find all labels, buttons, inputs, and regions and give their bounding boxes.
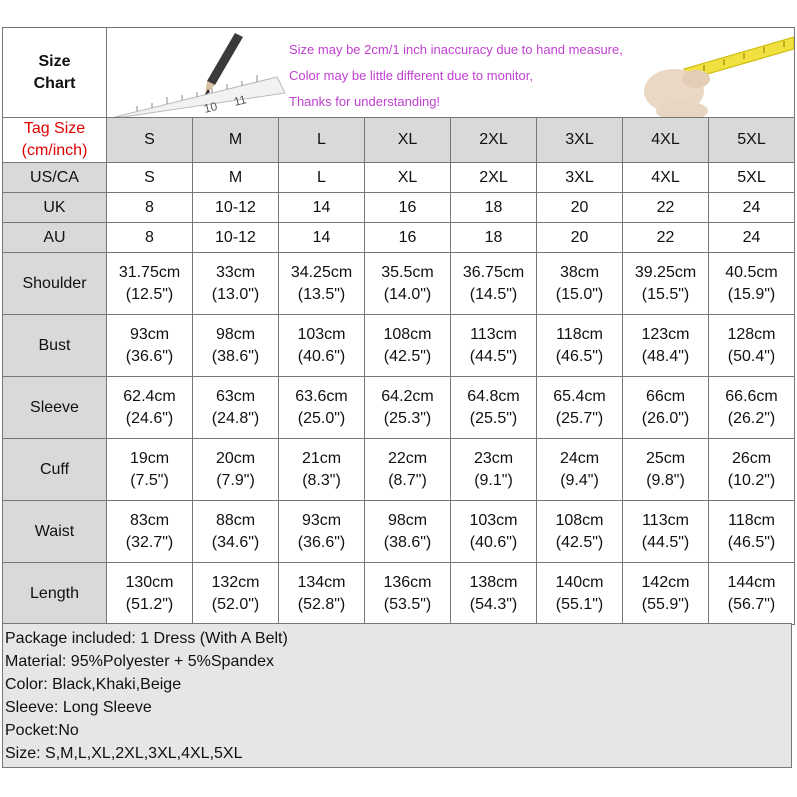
cm-value: 25cm [645,449,686,467]
size-chart-title [3,28,107,118]
size-cell: M [193,163,279,193]
measurement-cell [365,563,451,625]
size-cell: 20 [537,193,623,223]
cm-value: 24cm [559,449,600,467]
tag-size-cell: XL [365,118,451,163]
measurement-cell [451,563,537,625]
measurement-cell [279,377,365,439]
title-line-2: Chart [33,74,76,92]
cm-value: 38cm [559,263,600,281]
inch-value: (40.6") [469,533,518,551]
measurement-cell [107,501,193,563]
cm-value: 144cm [727,573,776,591]
inch-value: (9.8") [646,471,685,489]
size-cell: 16 [365,193,451,223]
size-conversion-row [3,193,795,223]
cm-value: 83cm [129,511,170,529]
cm-value: 35.5cm [381,263,434,281]
inch-value: (36.6") [297,533,346,551]
inch-value: (15.5") [641,285,690,303]
measurement-cell [451,439,537,501]
measurement-cell [451,377,537,439]
inch-value: (25.5") [469,409,518,427]
tag-size-label-line-1: Tag Size [23,120,86,137]
tag-size-cell: 2XL [451,118,537,163]
measurement-cell [107,315,193,377]
inch-value: (52.0") [211,595,260,613]
measurement-cell [365,439,451,501]
cm-value: 142cm [641,573,690,591]
size-cell: 5XL [709,163,795,193]
inch-value: (10.2") [727,471,776,489]
size-cell: 24 [709,193,795,223]
measurement-cell [709,439,795,501]
inch-value: (15.9") [727,285,776,303]
inch-value: (13.5") [297,285,346,303]
cm-value: 33cm [215,263,256,281]
cm-value: 93cm [301,511,342,529]
tag-size-cell: 4XL [623,118,709,163]
tag-size-cell: 3XL [537,118,623,163]
cm-value: 20cm [215,449,256,467]
inch-value: (25.0") [297,409,346,427]
cm-value: 40.5cm [725,263,778,281]
size-cell: 22 [623,193,709,223]
cm-value: 63.6cm [295,387,348,405]
inch-value: (7.9") [216,471,255,489]
inch-value: (38.6") [211,347,260,365]
inch-value: (46.5") [555,347,604,365]
inch-value: (34.6") [211,533,260,551]
inch-value: (42.5") [555,533,604,551]
cm-value: 19cm [129,449,170,467]
pocket-info: Pocket:No [5,722,79,739]
row-label: Waist [3,501,107,563]
inch-value: (44.5") [469,347,518,365]
material-info: Material: 95%Polyester + 5%Spandex [5,653,275,670]
cm-value: 26cm [731,449,772,467]
measurement-cell [279,439,365,501]
cm-value: 103cm [469,511,518,529]
measurement-cell [279,501,365,563]
size-cell: 10-12 [193,193,279,223]
inch-value: (42.5") [383,347,432,365]
inch-value: (52.8") [297,595,346,613]
size-cell: L [279,163,365,193]
cm-value: 113cm [470,325,517,343]
size-conversion-row [3,163,795,193]
inch-value: (50.4") [727,347,776,365]
inch-value: (38.6") [383,533,432,551]
cm-value: 31.75cm [118,263,181,281]
row-label: Length [3,563,107,625]
inch-value: (8.3") [302,471,341,489]
ruler-pencil-icon [107,29,287,117]
row-label: Bust [3,315,107,377]
inch-value: (54.3") [469,595,518,613]
color-info: Color: Black,Khaki,Beige [5,676,182,693]
size-cell: 8 [107,193,193,223]
measurement-cell [279,253,365,315]
cm-value: 66.6cm [725,387,778,405]
size-cell: S [107,163,193,193]
row-label: Sleeve [3,377,107,439]
banner [107,28,795,118]
inch-value: (36.6") [125,347,174,365]
tag-size-cell: 5XL [709,118,795,163]
ruler-number-10: 10 [202,98,219,116]
cm-value: 36.75cm [462,263,525,281]
measurement-cell [365,315,451,377]
product-info-panel [2,623,792,768]
cm-value: 103cm [297,325,346,343]
package-info: Package included: 1 Dress (With A Belt) [5,630,288,647]
size-cell: 8 [107,223,193,253]
measurement-cell [709,315,795,377]
cm-value: 93cm [129,325,170,343]
measurement-row [3,315,795,377]
cm-value: 63cm [215,387,256,405]
inch-value: (44.5") [641,533,690,551]
inch-value: (9.4") [560,471,599,489]
size-cell: 4XL [623,163,709,193]
size-info: Size: S,M,L,XL,2XL,3XL,4XL,5XL [5,745,243,762]
cm-value: 138cm [469,573,518,591]
measurement-cell [709,377,795,439]
measurement-cell [193,563,279,625]
tag-size-label-line-2: (cm/inch) [21,142,88,159]
row-label: AU [3,223,107,253]
cm-value: 22cm [387,449,428,467]
measurement-cell [623,563,709,625]
cm-value: 108cm [383,325,432,343]
measurement-cell [451,253,537,315]
note-line-1: Size may be 2cm/1 inch inaccuracy due to hand measure, [289,41,623,57]
measurement-row [3,253,795,315]
inch-value: (46.5") [727,533,776,551]
note-line-3: Thanks for understanding! [289,93,441,109]
size-cell: XL [365,163,451,193]
measurement-cell [193,377,279,439]
cm-value: 34.25cm [290,263,353,281]
measurement-row [3,439,795,501]
inch-value: (26.2") [727,409,776,427]
measurement-cell [279,315,365,377]
size-cell: 10-12 [193,223,279,253]
cm-value: 130cm [125,573,174,591]
cm-value: 88cm [215,511,256,529]
size-cell: 20 [537,223,623,253]
cm-value: 118cm [728,511,775,529]
measurement-cell [365,501,451,563]
cm-value: 128cm [727,325,776,343]
cm-value: 108cm [555,511,604,529]
cm-value: 113cm [642,511,689,529]
size-cell: 22 [623,223,709,253]
size-cell: 18 [451,193,537,223]
measurement-cell [623,377,709,439]
cm-value: 98cm [215,325,256,343]
measurement-notes [289,37,623,115]
inch-value: (55.1") [555,595,604,613]
cm-value: 64.2cm [381,387,434,405]
measurement-cell [193,253,279,315]
measurement-cell [537,563,623,625]
cm-value: 136cm [383,573,432,591]
size-cell: 3XL [537,163,623,193]
measurement-cell [537,315,623,377]
inch-value: (55.9") [641,595,690,613]
note-line-2: Color may be little different due to monitor, [289,67,533,83]
inch-value: (40.6") [297,347,346,365]
inch-value: (13.0") [211,285,260,303]
cm-value: 123cm [641,325,690,343]
inch-value: (26.0") [641,409,690,427]
inch-value: (25.3") [383,409,432,427]
measurement-cell [451,315,537,377]
inch-value: (12.5") [125,285,174,303]
measurement-cell [537,253,623,315]
cm-value: 21cm [301,449,342,467]
measurement-cell [709,501,795,563]
inch-value: (56.7") [727,595,776,613]
measurement-cell [623,439,709,501]
inch-value: (32.7") [125,533,174,551]
measurement-cell [709,253,795,315]
inch-value: (53.5") [383,595,432,613]
measurement-cell [193,501,279,563]
measurement-row [3,501,795,563]
hand-tape-measure-icon [634,29,794,117]
sleeve-info: Sleeve: Long Sleeve [5,699,152,716]
tag-size-cell: M [193,118,279,163]
inch-value: (24.6") [125,409,174,427]
cm-value: 98cm [387,511,428,529]
cm-value: 66cm [645,387,686,405]
cm-value: 39.25cm [634,263,697,281]
measurement-cell [623,501,709,563]
size-cell: 14 [279,223,365,253]
size-cell: 14 [279,193,365,223]
size-conversion-row [3,223,795,253]
row-label: UK [3,193,107,223]
size-cell: 2XL [451,163,537,193]
cm-value: 140cm [555,573,604,591]
measurement-cell [193,315,279,377]
tag-size-row [3,118,795,163]
tag-size-label [3,118,107,163]
inch-value: (51.2") [125,595,174,613]
row-label: Cuff [3,439,107,501]
measurement-cell [365,377,451,439]
measurement-cell [623,315,709,377]
title-line-1: Size [38,52,71,70]
measurement-cell [451,501,537,563]
measurement-cell [537,501,623,563]
measurement-cell [279,563,365,625]
cm-value: 118cm [556,325,603,343]
measurement-cell [623,253,709,315]
inch-value: (7.5") [130,471,169,489]
measurement-cell [107,253,193,315]
row-label: Shoulder [3,253,107,315]
measurement-cell [709,563,795,625]
size-cell: 16 [365,223,451,253]
cm-value: 132cm [211,573,260,591]
size-cell: 24 [709,223,795,253]
ruler-number-11: 11 [232,91,248,109]
row-label: US/CA [3,163,107,193]
inch-value: (9.1") [474,471,513,489]
size-chart-table [2,27,795,625]
measurement-cell [193,439,279,501]
inch-value: (48.4") [641,347,690,365]
measurement-cell [107,563,193,625]
inch-value: (25.7") [555,409,604,427]
measurement-row [3,563,795,625]
inch-value: (8.7") [388,471,427,489]
measurement-cell [107,377,193,439]
tag-size-cell: L [279,118,365,163]
measurement-cell [365,253,451,315]
measurement-cell [107,439,193,501]
inch-value: (24.8") [211,409,260,427]
cm-value: 134cm [297,573,346,591]
cm-value: 62.4cm [123,387,176,405]
measurement-cell [537,439,623,501]
cm-value: 23cm [473,449,514,467]
inch-value: (15.0") [555,285,604,303]
measurement-cell [537,377,623,439]
tag-size-cell: S [107,118,193,163]
cm-value: 64.8cm [467,387,520,405]
inch-value: (14.0") [383,285,432,303]
cm-value: 65.4cm [553,387,606,405]
inch-value: (14.5") [469,285,518,303]
size-cell: 18 [451,223,537,253]
header-row [3,28,795,118]
measurement-row [3,377,795,439]
